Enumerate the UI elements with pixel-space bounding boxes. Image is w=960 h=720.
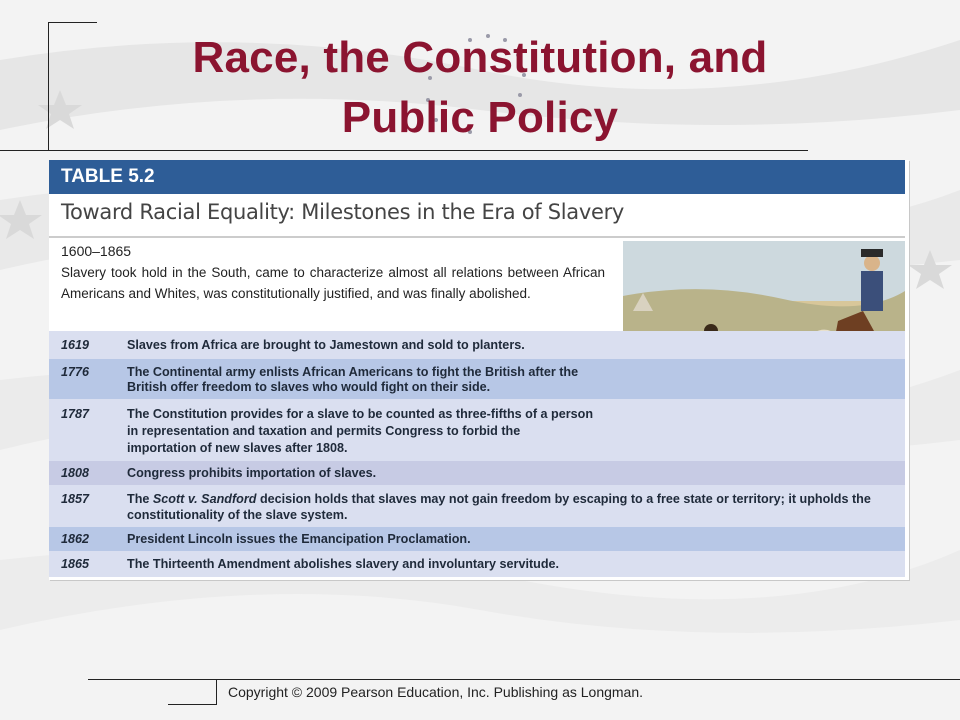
- era-description: Slavery took hold in the South, came to characterize almost all relations between African Americans and Whites, was constitutionally justified, and was finally abolished.: [61, 265, 605, 301]
- row-text-line1: The Continental army enlists African Americans to fight the British after the: [127, 365, 579, 379]
- table-row: [49, 551, 905, 577]
- table-row: [49, 399, 905, 461]
- table-row: [49, 527, 905, 551]
- table-row: [49, 359, 905, 399]
- row-text-line2: British offer freedom to slaves who would fight on their side.: [127, 380, 491, 394]
- row-text: President Lincoln issues the Emancipation Proclamation.: [127, 532, 471, 546]
- slide-title: [100, 28, 860, 148]
- row-text: Slaves from Africa are brought to Jamestown and sold to planters.: [127, 338, 525, 352]
- row-text: Congress prohibits importation of slaves.: [127, 466, 377, 480]
- table-label: TABLE 5.2: [49, 160, 905, 194]
- row-year: 1787: [61, 407, 90, 421]
- row-text-line2: constitutionality of the slave system.: [127, 508, 348, 522]
- row-year: 1862: [61, 532, 90, 546]
- row-text-line2: in representation and taxation and permits Congress to forbid the: [127, 424, 521, 438]
- footer-bracket-h: [168, 704, 216, 705]
- milestones-table: [49, 160, 909, 580]
- era-years: 1600–1865: [61, 243, 132, 259]
- slide-title-line2: Public Policy: [341, 93, 619, 142]
- table-row: [49, 461, 905, 485]
- row-year: 1857: [61, 492, 90, 506]
- row-year: 1619: [61, 338, 90, 352]
- copyright-notice: Copyright © 2009 Pearson Education, Inc. Publishing as Longman.: [228, 684, 644, 700]
- row-year: 1808: [61, 466, 90, 480]
- footer-bracket-v: [216, 679, 217, 705]
- row-text-line3: importation of new slaves after 1808.: [127, 441, 348, 455]
- row-text: The Thirteenth Amendment abolishes slavery and involuntary servitude.: [127, 557, 560, 571]
- row-text-pre: The: [127, 492, 153, 506]
- title-underline: [0, 150, 808, 151]
- row-text-line1: [127, 492, 871, 507]
- row-year: 1865: [61, 557, 90, 571]
- frame-rule-top: [48, 22, 97, 23]
- slide-title-line1: Race, the Constitution, and: [192, 33, 768, 82]
- table-row: [49, 331, 905, 359]
- case-name: Scott v. Sandford: [152, 492, 257, 506]
- row-text-line1: The Constitution provides for a slave to be counted as three-fifths of a person: [127, 407, 594, 421]
- frame-rule-vertical: [48, 22, 49, 150]
- row-text-post: decision holds that slaves may not gain freedom by escaping to a free state or territory; it upholds the: [256, 492, 871, 506]
- table-row: [49, 485, 905, 527]
- footer-rule: [88, 679, 960, 680]
- table-subtitle: Toward Racial Equality: Milestones in the Era of Slavery: [61, 200, 625, 224]
- row-year: 1776: [61, 365, 90, 379]
